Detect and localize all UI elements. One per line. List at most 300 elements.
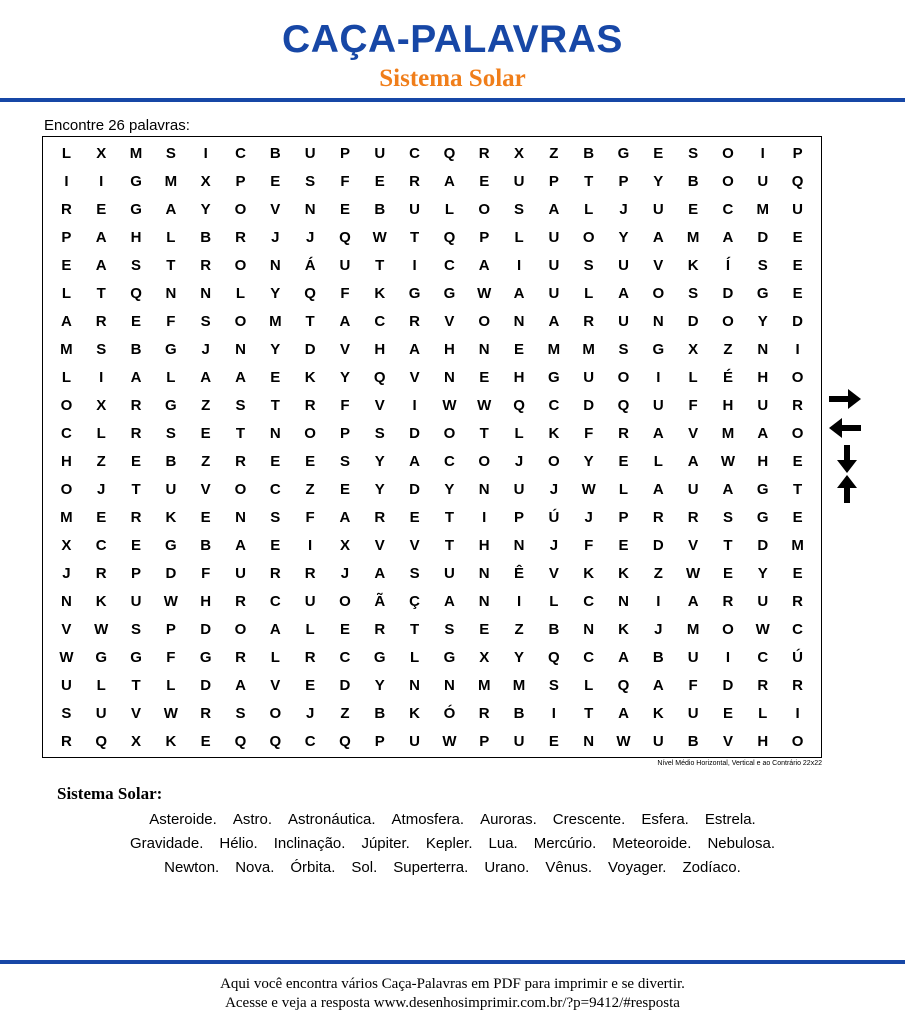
grid-letter: E bbox=[792, 256, 803, 274]
page-subtitle: Sistema Solar bbox=[379, 65, 526, 92]
grid-letter: U bbox=[618, 256, 629, 274]
grid-letter: U bbox=[374, 144, 386, 162]
grid-letter: I bbox=[64, 172, 69, 190]
grid-letter: C bbox=[443, 452, 455, 470]
grid-letter: U bbox=[548, 228, 560, 246]
grid-letter: D bbox=[409, 424, 420, 442]
grid-letter: V bbox=[270, 676, 281, 694]
grid-letter: A bbox=[618, 704, 629, 722]
footer-line-2: Acesse e veja a resposta www.desenhosimprimir.com.br/?p=9412/#resposta bbox=[225, 995, 680, 1011]
grid-letter: I bbox=[203, 144, 208, 162]
word-list-item: Astro. bbox=[232, 811, 272, 828]
grid-letter: B bbox=[583, 144, 595, 162]
grid-letter: C bbox=[548, 396, 560, 414]
grid-letter: Q bbox=[443, 228, 456, 246]
grid-letter: H bbox=[513, 368, 525, 386]
grid-letter: B bbox=[200, 536, 212, 554]
grid-letter: Q bbox=[443, 144, 456, 162]
grid-letter: G bbox=[165, 396, 177, 414]
grid-letter: S bbox=[688, 284, 699, 302]
grid-letter: S bbox=[96, 340, 107, 358]
grid-letter: S bbox=[339, 452, 350, 470]
grid-letter: L bbox=[305, 620, 315, 638]
grid-letter: R bbox=[235, 592, 246, 610]
grid-letter: I bbox=[760, 144, 765, 162]
grid-letter: M bbox=[547, 340, 561, 358]
grid-letter: W bbox=[442, 396, 457, 414]
grid-letter: R bbox=[687, 508, 699, 526]
grid-letter: C bbox=[583, 592, 595, 610]
grid-letter: E bbox=[722, 704, 733, 722]
word-list-item: Astronáutica. bbox=[288, 811, 376, 828]
grid-letter: E bbox=[339, 200, 350, 218]
word-list-item: Mercúrio. bbox=[533, 835, 597, 852]
grid-letter: O bbox=[791, 424, 804, 442]
grid-letter: E bbox=[270, 172, 281, 190]
grid-letter: J bbox=[654, 620, 663, 638]
grid-letter: W bbox=[163, 592, 178, 610]
grid-letter: Y bbox=[200, 200, 211, 218]
grid-letter: G bbox=[756, 480, 769, 498]
grid-letter: S bbox=[514, 200, 525, 218]
grid-letter: L bbox=[166, 368, 176, 386]
grid-letter: E bbox=[792, 284, 803, 302]
grid-letter: L bbox=[61, 368, 71, 386]
grid-letter: J bbox=[549, 536, 559, 554]
grid-letter: J bbox=[549, 480, 559, 498]
grid-letter: A bbox=[618, 648, 629, 666]
grid-letter: X bbox=[61, 536, 72, 554]
word-list-item: Meteoroide. bbox=[612, 835, 692, 852]
grid-letter: O bbox=[234, 312, 247, 330]
grid-letter: W bbox=[59, 648, 74, 666]
grid-letter: X bbox=[514, 144, 525, 162]
grid-letter: P bbox=[235, 172, 246, 190]
grid-letter: Y bbox=[339, 368, 350, 386]
grid-letter: K bbox=[618, 620, 629, 638]
grid-letter: U bbox=[513, 172, 525, 190]
grid-letter: U bbox=[687, 480, 699, 498]
grid-letter: L bbox=[584, 676, 594, 694]
grid-letter: A bbox=[130, 368, 142, 386]
grid-letter: J bbox=[271, 228, 280, 246]
grid-letter: N bbox=[478, 340, 490, 358]
grid-letter: I bbox=[482, 508, 487, 526]
grid-letter: A bbox=[235, 536, 246, 554]
grid-letter: U bbox=[339, 256, 351, 274]
grid-letter: Ã bbox=[374, 592, 386, 610]
arrow-down-icon bbox=[836, 444, 858, 474]
grid-letter: K bbox=[687, 256, 699, 274]
grid-letter: N bbox=[269, 424, 281, 442]
grid-letter: R bbox=[269, 564, 281, 582]
grid-letter: O bbox=[652, 284, 665, 302]
grid-letter: E bbox=[479, 172, 490, 190]
grid-letter: V bbox=[444, 312, 455, 330]
grid-letter: I bbox=[795, 704, 800, 722]
word-list-item: Atmosfera. bbox=[391, 811, 465, 828]
grid-letter: D bbox=[792, 312, 803, 330]
grid-letter: Y bbox=[757, 312, 768, 330]
grid-letter: U bbox=[757, 396, 769, 414]
grid-letter: Q bbox=[234, 732, 247, 750]
grid-letter: L bbox=[514, 228, 524, 246]
word-list-item: Nova. bbox=[235, 859, 275, 876]
grid-letter: D bbox=[722, 676, 734, 694]
grid-letter: R bbox=[95, 564, 107, 582]
grid-letter: L bbox=[688, 368, 698, 386]
grid-letter: E bbox=[131, 536, 142, 554]
grid-letter: W bbox=[686, 564, 701, 582]
grid-letter: V bbox=[200, 480, 211, 498]
grid-letter: O bbox=[617, 368, 630, 386]
grid-letter: Z bbox=[305, 480, 315, 498]
grid-letter: O bbox=[548, 452, 560, 470]
grid-letter: C bbox=[60, 424, 72, 442]
grid-letter: L bbox=[166, 228, 176, 246]
grid-letter: X bbox=[479, 648, 490, 666]
grid-letter: C bbox=[583, 648, 595, 666]
grid-letter: R bbox=[304, 396, 316, 414]
grid-letter: D bbox=[757, 536, 769, 554]
grid-letter: L bbox=[444, 200, 454, 218]
grid-letter: C bbox=[95, 536, 107, 554]
word-list-item: Estrela. bbox=[704, 811, 756, 828]
grid-letter: U bbox=[687, 648, 699, 666]
grid-letter: I bbox=[308, 536, 313, 554]
grid-letter: X bbox=[688, 340, 699, 358]
grid-letter: K bbox=[374, 284, 386, 302]
grid-letter: O bbox=[722, 172, 734, 190]
word-list-title: Sistema Solar: bbox=[57, 784, 163, 803]
grid-letter: U bbox=[165, 480, 177, 498]
grid-letter: P bbox=[618, 172, 629, 190]
grid-letter: A bbox=[548, 200, 560, 218]
grid-letter: L bbox=[61, 144, 71, 162]
word-list-item: Superterra. bbox=[393, 859, 469, 876]
grid-letter: R bbox=[374, 508, 386, 526]
grid-letter: A bbox=[374, 564, 386, 582]
grid-letter: V bbox=[653, 256, 664, 274]
grid-letter: G bbox=[443, 648, 456, 666]
grid-letter: I bbox=[795, 340, 800, 358]
grid-letter: F bbox=[340, 172, 350, 190]
grid-letter: R bbox=[95, 312, 107, 330]
grid-letter: W bbox=[477, 396, 492, 414]
grid-letter: F bbox=[166, 648, 176, 666]
grid-letter: E bbox=[618, 452, 629, 470]
grid-letter: M bbox=[164, 172, 178, 190]
word-list-item: Kepler. bbox=[425, 835, 473, 852]
grid-letter: H bbox=[722, 396, 734, 414]
grid-letter: K bbox=[409, 704, 420, 722]
grid-letter: E bbox=[722, 564, 733, 582]
grid-letter: C bbox=[722, 200, 734, 218]
grid-letter: U bbox=[548, 284, 560, 302]
grid-letter: J bbox=[619, 200, 628, 218]
grid-letter: X bbox=[200, 172, 211, 190]
grid-letter: R bbox=[130, 424, 142, 442]
grid-letter: T bbox=[96, 284, 106, 302]
grid-letter: S bbox=[235, 704, 246, 722]
grid-letter: D bbox=[339, 676, 351, 694]
grid-letter: T bbox=[131, 480, 141, 498]
grid-letter: O bbox=[234, 480, 247, 498]
grid-letter: E bbox=[131, 452, 142, 470]
grid-letter: S bbox=[583, 256, 594, 274]
word-list-item: Zodíaco. bbox=[682, 859, 741, 876]
grid-letter: J bbox=[97, 480, 106, 498]
arrow-left-icon bbox=[828, 417, 862, 439]
grid-letter: C bbox=[409, 144, 420, 162]
grid-letter: Y bbox=[374, 676, 385, 694]
grid-letter: A bbox=[652, 228, 664, 246]
grid-letter: S bbox=[409, 564, 420, 582]
grid-letter: L bbox=[96, 424, 106, 442]
grid-letter: T bbox=[444, 508, 454, 526]
grid-letter: J bbox=[584, 508, 593, 526]
grid-letter: C bbox=[443, 256, 455, 274]
grid-letter: N bbox=[618, 592, 629, 610]
grid-letter: Y bbox=[270, 284, 281, 302]
grid-letter: A bbox=[269, 620, 281, 638]
grid-letter: X bbox=[339, 536, 350, 554]
grid-letter: Ç bbox=[409, 592, 420, 610]
grid-letter: I bbox=[516, 256, 522, 274]
grid-letter: D bbox=[200, 620, 212, 638]
grid-letter: S bbox=[165, 424, 176, 442]
grid-letter: B bbox=[165, 452, 177, 470]
word-list-item: Newton. bbox=[164, 859, 220, 876]
arrow-right-icon bbox=[828, 388, 862, 410]
grid-letter: A bbox=[409, 452, 420, 470]
bottom-divider bbox=[0, 960, 905, 964]
grid-letter: Q bbox=[339, 228, 351, 246]
grid-letter: G bbox=[756, 284, 769, 302]
word-list-row bbox=[40, 856, 865, 880]
grid-letter: E bbox=[200, 424, 211, 442]
grid-letter: R bbox=[792, 592, 803, 610]
grid-letter: J bbox=[305, 228, 315, 246]
grid-letter: K bbox=[165, 508, 177, 526]
grid-letter: I bbox=[412, 256, 417, 274]
grid-letter: K bbox=[583, 564, 595, 582]
grid-letter: N bbox=[269, 256, 281, 274]
grid-letter: U bbox=[548, 256, 560, 274]
grid-letter: C bbox=[304, 732, 316, 750]
grid-letter: G bbox=[95, 648, 108, 666]
grid-letter: B bbox=[687, 172, 699, 190]
grid-letter: F bbox=[688, 676, 698, 694]
grid-letter: F bbox=[305, 508, 315, 526]
grid-letter: H bbox=[757, 368, 769, 386]
grid-letter: F bbox=[166, 312, 176, 330]
grid-letter: P bbox=[131, 564, 142, 582]
grid-letter: F bbox=[688, 396, 698, 414]
word-list-item: Auroras. bbox=[480, 811, 537, 828]
grid-letter: Q bbox=[548, 648, 560, 666]
grid-letter: G bbox=[130, 172, 142, 190]
grid-letter: C bbox=[269, 480, 281, 498]
grid-letter: R bbox=[235, 228, 246, 246]
grid-letter: T bbox=[270, 396, 280, 414]
grid-letter: R bbox=[60, 732, 72, 750]
grid-letter: O bbox=[234, 256, 247, 274]
grid-letter: B bbox=[200, 228, 212, 246]
grid-letter: M bbox=[129, 144, 143, 162]
grid-letter: K bbox=[652, 704, 664, 722]
grid-letter: H bbox=[374, 340, 386, 358]
grid-letter: S bbox=[235, 396, 246, 414]
grid-letter: L bbox=[618, 480, 629, 498]
grid-letter: C bbox=[235, 144, 246, 162]
grid-letter: Y bbox=[444, 480, 455, 498]
grid-letter: E bbox=[514, 340, 525, 358]
arrow-up-icon bbox=[836, 474, 858, 504]
grid-letter: X bbox=[96, 396, 107, 414]
grid-letter: I bbox=[99, 172, 104, 190]
grid-letter: N bbox=[652, 312, 664, 330]
grid-letter: R bbox=[652, 508, 664, 526]
grid-letter: R bbox=[374, 620, 386, 638]
grid-letter: R bbox=[757, 676, 769, 694]
grid-letter: L bbox=[166, 676, 176, 694]
grid-letter: Ê bbox=[514, 564, 525, 582]
grid-letter: N bbox=[513, 536, 525, 554]
grid-letter: G bbox=[130, 648, 142, 666]
grid-letter: M bbox=[721, 424, 735, 442]
grid-letter: O bbox=[443, 424, 456, 442]
grid-letter: A bbox=[235, 676, 246, 694]
grid-letter: W bbox=[442, 732, 457, 750]
grid-letter: U bbox=[618, 312, 629, 330]
grid-letter: P bbox=[61, 228, 72, 246]
grid-letter: Ú bbox=[548, 508, 560, 526]
word-list-item: Órbita. bbox=[290, 859, 336, 876]
grid-letter: R bbox=[722, 592, 734, 610]
grid-letter: T bbox=[723, 536, 733, 554]
grid-letter: E bbox=[131, 312, 142, 330]
grid-letter: Q bbox=[269, 732, 282, 750]
grid-letter: D bbox=[583, 396, 595, 414]
grid-letter: G bbox=[408, 284, 421, 302]
word-list-item: Voyager. bbox=[608, 859, 667, 876]
grid-letter: P bbox=[479, 228, 490, 246]
grid-letter: V bbox=[688, 536, 699, 554]
grid-letter: É bbox=[722, 368, 733, 386]
grid-letter: A bbox=[478, 256, 490, 274]
grid-letter: J bbox=[62, 564, 71, 582]
grid-letter: R bbox=[478, 144, 490, 162]
grid-letter: G bbox=[443, 284, 456, 302]
grid-letter: Z bbox=[201, 396, 211, 414]
grid-letter: O bbox=[339, 592, 351, 610]
grid-letter: M bbox=[582, 340, 595, 358]
grid-letter: T bbox=[584, 704, 594, 722]
grid-letter: T bbox=[584, 172, 594, 190]
word-list-item: Gravidade. bbox=[129, 835, 204, 852]
grid-letter: U bbox=[652, 200, 664, 218]
grid-letter: D bbox=[687, 312, 699, 330]
grid-letter: W bbox=[163, 704, 178, 722]
grid-letter: E bbox=[792, 508, 803, 526]
grid-letter: A bbox=[652, 676, 664, 694]
grid-letter: O bbox=[234, 620, 247, 638]
grid-letter: U bbox=[95, 704, 107, 722]
grid-letter: C bbox=[339, 648, 351, 666]
grid-letter: G bbox=[373, 648, 386, 666]
grid-letter: O bbox=[582, 228, 595, 246]
grid-letter: T bbox=[479, 424, 489, 442]
grid-letter: A bbox=[548, 312, 560, 330]
grid-letter: N bbox=[583, 732, 595, 750]
grid-letter: L bbox=[549, 592, 559, 610]
grid-letter: U bbox=[304, 592, 316, 610]
grid-letter: M bbox=[477, 676, 491, 694]
grid-letter: O bbox=[791, 732, 804, 750]
grid-letter: W bbox=[720, 452, 736, 470]
grid-letter: U bbox=[304, 144, 316, 162]
grid-letter: U bbox=[235, 564, 246, 582]
grid-letter: D bbox=[722, 284, 734, 302]
grid-letter: O bbox=[791, 368, 804, 386]
grid-letter: J bbox=[514, 452, 524, 470]
word-list-row bbox=[40, 832, 865, 856]
grid-letter: Y bbox=[583, 452, 594, 470]
grid-letter: Z bbox=[549, 144, 559, 162]
grid-letter: Z bbox=[653, 564, 663, 582]
grid-letter: Y bbox=[757, 564, 768, 582]
grid-letter: L bbox=[584, 284, 594, 302]
grid-letter: L bbox=[235, 284, 246, 302]
grid-letter: R bbox=[409, 172, 420, 190]
grid-letter: E bbox=[339, 620, 350, 638]
grid-letter: B bbox=[374, 704, 386, 722]
grid-letter: R bbox=[200, 256, 212, 274]
grid-letter: E bbox=[374, 172, 385, 190]
grid-letter: R bbox=[478, 704, 490, 722]
grid-letter: J bbox=[201, 340, 210, 358]
grid-letter: H bbox=[757, 452, 769, 470]
grid-letter: N bbox=[443, 676, 455, 694]
grid-letter: T bbox=[166, 256, 176, 274]
grid-letter: U bbox=[652, 396, 664, 414]
grid-letter: E bbox=[96, 200, 107, 218]
grid-letter: K bbox=[304, 368, 316, 386]
grid-letter: M bbox=[686, 620, 700, 638]
grid-letter: A bbox=[618, 284, 629, 302]
grid-letter: R bbox=[130, 508, 142, 526]
word-list-item: Crescente. bbox=[552, 811, 626, 828]
grid-letter: M bbox=[756, 200, 770, 218]
grid-letter: U bbox=[687, 704, 699, 722]
grid-letter: S bbox=[131, 256, 142, 274]
footer bbox=[0, 975, 905, 1013]
grid-letter: B bbox=[513, 704, 525, 722]
grid-letter: A bbox=[687, 592, 699, 610]
grid-letter: H bbox=[60, 452, 72, 470]
grid-letter: Z bbox=[723, 340, 733, 358]
grid-letter: E bbox=[792, 228, 803, 246]
grid-letter: D bbox=[304, 340, 316, 358]
grid-letter: O bbox=[722, 312, 734, 330]
grid-letter: E bbox=[479, 368, 490, 386]
grid-letter: V bbox=[409, 536, 420, 554]
grid-letter: B bbox=[374, 200, 386, 218]
grid-letter: E bbox=[96, 508, 107, 526]
word-list-item: Júpiter. bbox=[361, 835, 410, 852]
difficulty-label: Nível Médio Horizontal, Vertical e ao Contrário 22x22 bbox=[657, 760, 822, 767]
